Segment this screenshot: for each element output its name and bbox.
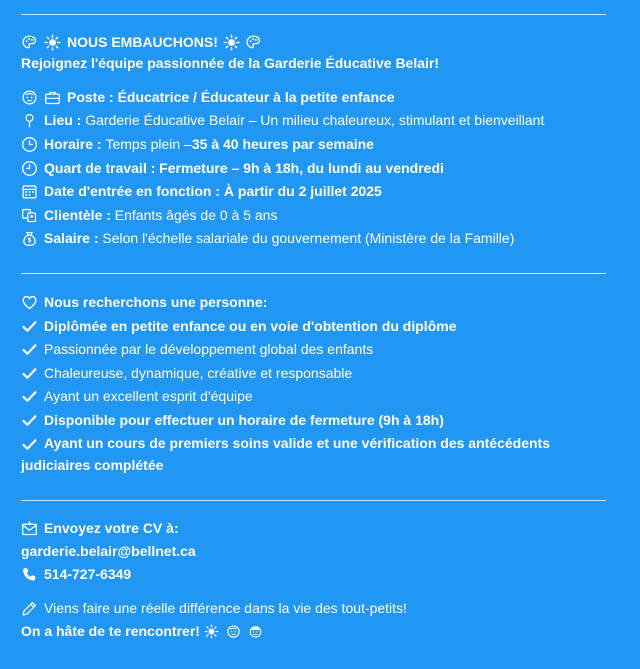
detail-horaire-hours: 35 à 40 heures par semaine (191, 136, 374, 152)
profile-item-horaire (21, 410, 620, 430)
detail-poste-value: Éducatrice / Éducateur à la petite enfance (117, 89, 395, 105)
clock-icon (21, 136, 38, 153)
detail-quart (21, 158, 620, 178)
detail-horaire-label: Horaire : (44, 136, 102, 152)
detail-quart-value: Fermeture – 9h à 18h, du lundi au vendredi (159, 160, 444, 176)
detail-horaire-value: Temps plein – (105, 136, 192, 152)
check-icon (21, 365, 38, 382)
posting-subtitle: Rejoignez l'équipe passionnée de la Garderie Éducative Belair! (21, 55, 440, 71)
check-icon (21, 388, 38, 405)
phone-icon (21, 566, 38, 583)
palette-icon (245, 34, 262, 51)
mail-icon (21, 520, 38, 537)
detail-lieu-value: Garderie Éducative Belair – Un milieu chaleureux, stimulant et bienveillant (85, 112, 545, 128)
detail-entree-value: À partir du 2 juillet 2025 (223, 183, 382, 199)
clock-icon (21, 160, 38, 177)
detail-poste (21, 87, 620, 107)
detail-lieu (21, 110, 620, 130)
check-icon (21, 318, 38, 335)
profile-item-text: Passionnée par le développement global des enfants (44, 341, 374, 357)
profile-item-passion (21, 339, 620, 359)
detail-poste-label: Poste : (67, 89, 114, 105)
detail-clientele-value: Enfants âgés de 0 à 5 ans (114, 207, 278, 223)
detail-salaire (21, 228, 620, 248)
closing-line-2-row (21, 621, 620, 641)
divider-middle (21, 273, 606, 274)
detail-quart-label: Quart de travail : (44, 160, 156, 176)
posting-title-row (21, 32, 620, 52)
detail-salaire-label: Salaire : (44, 230, 99, 246)
contact-email[interactable]: garderie.belair@bellnet.ca (21, 543, 196, 559)
profile-item-equipe (21, 386, 620, 406)
closing-line-1: Viens faire une réelle différence dans la vie des tout-petits! (44, 600, 407, 616)
contact-cv-label: Envoyez votre CV à: (44, 520, 179, 536)
profile-item-text: Diplômée en petite enfance ou en voie d'obtention du diplôme (44, 318, 457, 334)
heart-icon (21, 294, 38, 311)
profile-item-text: Chaleureuse, dynamique, créative et responsable (44, 365, 353, 381)
money-bag-icon (21, 230, 38, 247)
profile-heading-row (21, 292, 620, 312)
detail-clientele (21, 205, 620, 225)
profile-item-text: Disponible pour effectuer un horaire de fermeture (9h à 18h) (44, 412, 444, 428)
people-icon (21, 207, 38, 224)
profile-item-qualites (21, 363, 620, 383)
pencil-icon (21, 600, 38, 617)
sun-icon (204, 624, 219, 639)
closing-line-1-row (21, 598, 620, 618)
check-icon (21, 412, 38, 429)
sun-icon (44, 34, 61, 51)
detail-clientele-label: Clientèle : (44, 207, 111, 223)
location-pin-icon (21, 112, 38, 129)
child-face-icon (21, 89, 38, 106)
contact-phone-row (21, 564, 620, 584)
contact-phone[interactable]: 514-727-6349 (44, 566, 132, 582)
posting-title: NOUS EMBAUCHONS! (67, 34, 218, 50)
briefcase-icon (44, 89, 61, 106)
contact-cv-row (21, 518, 620, 538)
profile-heading: Nous recherchons une personne: (44, 294, 268, 310)
profile-item-diplome (21, 316, 620, 336)
check-icon (21, 436, 38, 453)
child-face-icon (248, 624, 263, 639)
child-face-icon (226, 624, 241, 639)
detail-horaire (21, 134, 620, 154)
sun-icon (223, 34, 240, 51)
profile-item-text: Ayant un excellent esprit d'équipe (44, 388, 253, 404)
detail-entree-label: Date d'entrée en fonction : (44, 183, 221, 199)
detail-salaire-value: Selon l'échelle salariale du gouvernement (Ministère de la Famille) (102, 230, 515, 246)
profile-item-text: Ayant un cours de premiers soins valide et une vérification des antécédents judiciaires complétée (21, 435, 550, 473)
palette-icon (21, 34, 38, 51)
detail-lieu-label: Lieu : (44, 112, 82, 128)
divider-top (21, 14, 606, 15)
check-icon (21, 341, 38, 358)
divider-bottom (21, 500, 606, 501)
calendar-icon (21, 183, 38, 200)
detail-entree (21, 181, 620, 201)
profile-item-premiers-soins (21, 432, 581, 476)
closing-line-2: On a hâte de te rencontrer! (21, 623, 200, 639)
